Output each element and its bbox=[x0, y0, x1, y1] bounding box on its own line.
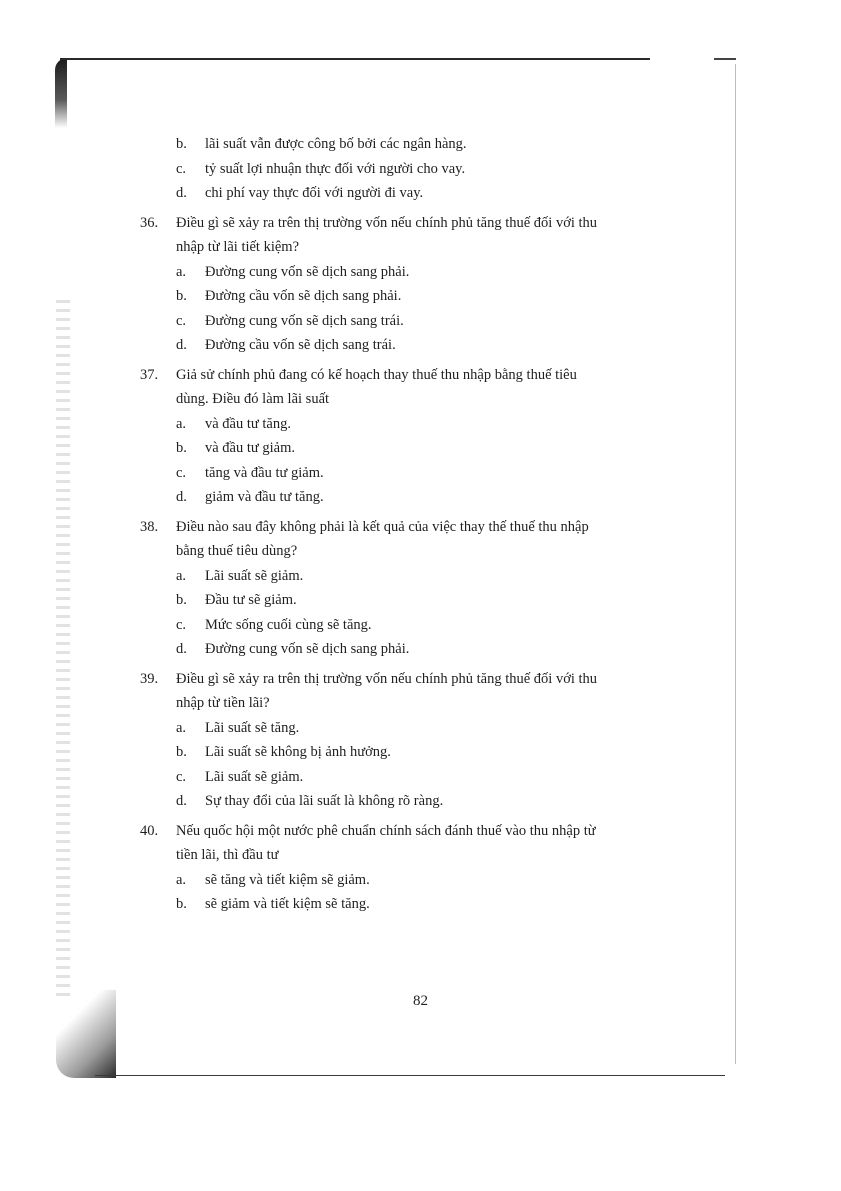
option-letter: d. bbox=[176, 337, 187, 353]
option-text: lãi suất vẫn được công bố bởi các ngân hàng. bbox=[205, 136, 467, 152]
scan-corner-shadow bbox=[55, 58, 67, 128]
question-text: Giả sử chính phủ đang có kế hoạch thay thuế thu nhập bằng thuế tiêu bbox=[176, 366, 577, 383]
answer-option bbox=[140, 412, 730, 437]
option-letter: d. bbox=[176, 793, 187, 809]
question-line bbox=[140, 691, 730, 716]
question-list bbox=[140, 211, 730, 917]
answer-option bbox=[140, 613, 730, 638]
option-letter: b. bbox=[176, 136, 187, 152]
answer-option bbox=[140, 157, 730, 182]
question-40 bbox=[140, 819, 730, 917]
option-letter: a. bbox=[176, 719, 187, 736]
question-text: dùng. Điều đó làm lãi suất bbox=[176, 391, 330, 407]
option-letter: b. bbox=[176, 288, 187, 304]
answer-option bbox=[140, 564, 730, 589]
answer-option bbox=[140, 260, 730, 285]
option-letter: d. bbox=[176, 641, 187, 657]
option-text: Lãi suất sẽ tăng. bbox=[205, 719, 300, 736]
option-letter: c. bbox=[176, 464, 187, 481]
option-letter: a. bbox=[176, 871, 187, 888]
question-text: tiền lãi, thì đầu tư bbox=[176, 847, 279, 863]
scan-binding-shadow bbox=[56, 300, 70, 1000]
question-38 bbox=[140, 515, 730, 662]
answer-option bbox=[140, 461, 730, 486]
question-text: bằng thuế tiêu dùng? bbox=[176, 543, 298, 559]
question-line bbox=[140, 211, 730, 236]
page-right-edge bbox=[735, 64, 736, 1064]
page-top-edge bbox=[60, 58, 650, 60]
question-line bbox=[140, 363, 730, 388]
option-text: sẽ tăng và tiết kiệm sẽ giảm. bbox=[205, 871, 370, 888]
option-letter: d. bbox=[176, 489, 187, 505]
question-line bbox=[140, 843, 730, 868]
option-letter: c. bbox=[176, 312, 187, 329]
option-text: Lãi suất sẽ giảm. bbox=[205, 567, 304, 584]
option-text: Đường cầu vốn sẽ dịch sang trái. bbox=[205, 337, 396, 353]
option-letter: b. bbox=[176, 440, 187, 456]
question-text: nhập từ tiền lãi? bbox=[176, 695, 270, 711]
option-text: Đường cung vốn sẽ dịch sang trái. bbox=[205, 312, 404, 329]
question-text: Điều gì sẽ xảy ra trên thị trường vốn nếu chính phủ tăng thuế đối với thu bbox=[176, 670, 598, 687]
question-text: nhập từ lãi tiết kiệm? bbox=[176, 239, 300, 255]
option-text: và đầu tư tăng. bbox=[205, 415, 291, 432]
question-line bbox=[140, 819, 730, 844]
option-text: tỷ suất lợi nhuận thực đối với người cho vay. bbox=[205, 160, 466, 177]
option-text: chi phí vay thực đối với người đi vay. bbox=[205, 185, 424, 201]
option-text: Lãi suất sẽ giảm. bbox=[205, 768, 304, 785]
question-number: 40. bbox=[140, 822, 159, 839]
question-line bbox=[140, 539, 730, 564]
answer-option bbox=[140, 181, 730, 206]
option-text: Lãi suất sẽ không bị ảnh hưởng. bbox=[205, 744, 391, 760]
option-letter: a. bbox=[176, 415, 187, 432]
answer-option bbox=[140, 309, 730, 334]
question-number: 36. bbox=[140, 214, 159, 231]
question-text: Điều nào sau đây không phải là kết quả của việc thay thế thuế thu nhập bbox=[176, 518, 589, 535]
answer-option bbox=[140, 333, 730, 358]
page-number: 82 bbox=[413, 993, 428, 1009]
answer-option bbox=[140, 789, 730, 814]
answer-option bbox=[140, 740, 730, 765]
question-number: 37. bbox=[140, 366, 159, 383]
question-line bbox=[140, 667, 730, 692]
option-text: sẽ giảm và tiết kiệm sẽ tăng. bbox=[205, 896, 370, 912]
question-text: Nếu quốc hội một nước phê chuẩn chính sách đánh thuế vào thu nhập từ bbox=[176, 822, 596, 839]
answer-option bbox=[140, 485, 730, 510]
question-36 bbox=[140, 211, 730, 358]
option-text: Đường cầu vốn sẽ dịch sang phải. bbox=[205, 288, 402, 304]
question-line bbox=[140, 387, 730, 412]
answer-option bbox=[140, 716, 730, 741]
answer-option bbox=[140, 284, 730, 309]
answer-option bbox=[140, 868, 730, 893]
option-letter: c. bbox=[176, 160, 187, 177]
option-letter: b. bbox=[176, 896, 187, 912]
answer-option bbox=[140, 637, 730, 662]
question-39 bbox=[140, 667, 730, 814]
answer-option bbox=[140, 436, 730, 461]
question-text: Điều gì sẽ xảy ra trên thị trường vốn nếu chính phủ tăng thuế đối với thu bbox=[176, 214, 598, 231]
option-text: Đường cung vốn sẽ dịch sang phải. bbox=[205, 263, 410, 280]
question-37 bbox=[140, 363, 730, 510]
option-text: Sự thay đổi của lãi suất là không rõ ràng. bbox=[205, 793, 444, 809]
option-letter: b. bbox=[176, 592, 187, 608]
answer-option bbox=[140, 892, 730, 917]
question-line bbox=[140, 235, 730, 260]
leading-options bbox=[140, 132, 730, 206]
option-letter: c. bbox=[176, 616, 187, 633]
option-text: và đầu tư giảm. bbox=[205, 440, 296, 456]
option-letter: a. bbox=[176, 263, 187, 280]
option-letter: b. bbox=[176, 744, 187, 760]
answer-option bbox=[140, 132, 730, 157]
option-letter: d. bbox=[176, 185, 187, 201]
option-text: tăng và đầu tư giảm. bbox=[205, 464, 324, 481]
option-text: Đường cung vốn sẽ dịch sang phải. bbox=[205, 641, 410, 657]
answer-option bbox=[140, 588, 730, 613]
question-number: 39. bbox=[140, 670, 159, 687]
question-number: 38. bbox=[140, 518, 159, 535]
page-content bbox=[140, 132, 730, 917]
page-bottom-edge bbox=[95, 1075, 725, 1076]
question-line bbox=[140, 515, 730, 540]
answer-option bbox=[140, 765, 730, 790]
option-text: Mức sống cuối cùng sẽ tăng. bbox=[205, 616, 372, 633]
option-letter: c. bbox=[176, 768, 187, 785]
option-text: Đầu tư sẽ giảm. bbox=[205, 592, 297, 608]
option-letter: a. bbox=[176, 567, 187, 584]
page-top-edge-fragment bbox=[714, 58, 736, 60]
option-text: giảm và đầu tư tăng. bbox=[205, 489, 324, 505]
